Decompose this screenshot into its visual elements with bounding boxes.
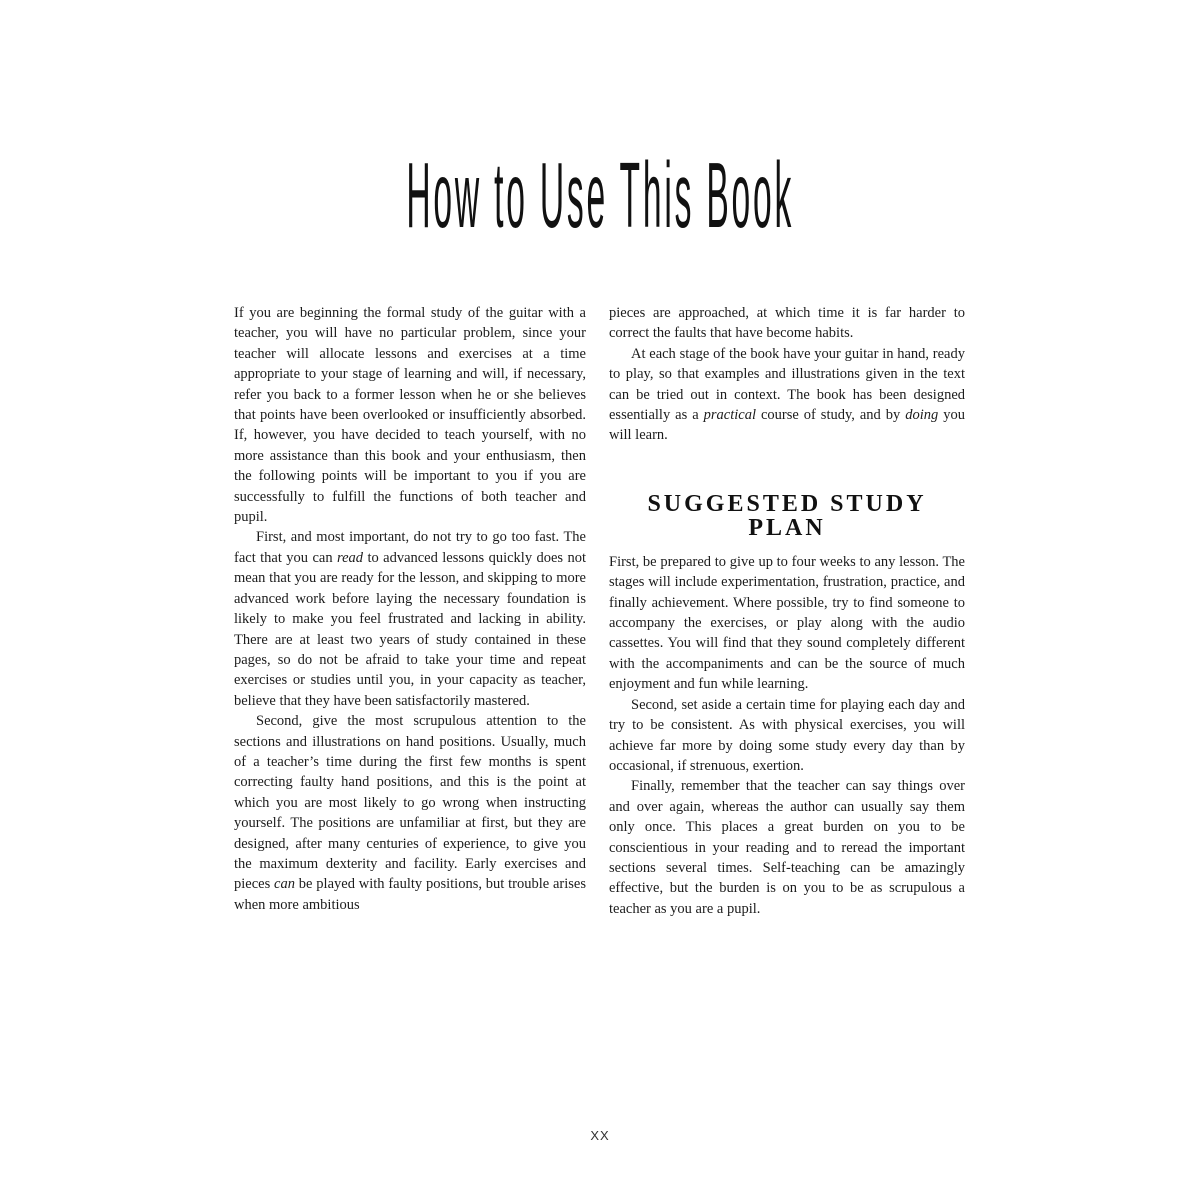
- section-heading: SUGGESTED STUDY PLAN: [647, 490, 927, 541]
- paragraph: If you are beginning the formal study of the guitar with a teacher, you will have no particular problem, since your teacher will allocate lessons and exercises at a time appropriate to your stage of learning and will, if necessary, refer you back to a former lesson when he or she believes that points have been overlooked or insufficiently absorbed. If, however, you have decided to teach yourself, with no more assistance than this book and your enthusiasm, then the following points will be important to you if you are successfully to fulfill the functions of both teacher and pupil.: [234, 305, 586, 526]
- paragraph: First, and most important, do not try to go too fast. The fact that you can read to advanced lessons quickly does not mean that you are ready for the lesson, and skipping to more advanced work before laying the necessary foundation is likely to make you feel frustrated and lacking in ability. There are at least two years of study contained in these pages, so do not be afraid to take your time and repeat exercises or studies until you, in your capacity as teacher, believe that they have been satisfactorily mastered.: [234, 529, 587, 709]
- paragraph: Finally, remember that the teacher can say things over and over again, whereas the author can usually say them only once. This places a great burden on you to be conscientious in your reading and to reread the important sections several times. Self-teaching can be amazingly effective, but the burden is on you to be as scrupulous a teacher as you are a pupil.: [609, 778, 965, 917]
- paragraph: Second, give the most scrupulous attention to the sections and illustrations on hand positions. Usually, much of a teacher’s time during the first few months is spent correcting faulty hand positions, and this is the point at which you are most likely to go wrong when instructing yourself. The positions are unfamiliar at first, but they are designed, after many centuries of experience, to give you the maximum dexterity and facility. Early exercises and pieces can be played with faulty positions, but trouble arises when more ambitious: [234, 713, 587, 913]
- emphasis-can: can: [274, 876, 295, 893]
- emphasis-read: read: [336, 549, 364, 566]
- page-title-block: [0, 146, 1200, 246]
- paragraph: Second, set aside a certain time for playing each day and try to be consistent. As with physical exercises, you will achieve far more by doing some study every day than by occasional, if strenuous, exertion.: [609, 696, 965, 774]
- right-column: [609, 303, 965, 919]
- emphasis-practical: practical: [703, 407, 756, 424]
- emphasis-doing: doing: [905, 407, 939, 424]
- page-number: XX: [590, 1128, 610, 1143]
- paragraph: At each stage of the book have your guitar in hand, ready to play, so that examples and illustrations given in the text can be tried out in context. The book has been designed essentially as a practical course of study, and by doing you will learn.: [609, 345, 965, 444]
- left-column: [234, 303, 586, 915]
- paragraph: pieces are approached, at which time it is far harder to correct the faults that have become habits.: [609, 305, 965, 342]
- paragraph: First, be prepared to give up to four weeks to any lesson. The stages will include experimentation, frustration, practice, and finally achievement. Where possible, try to find someone to accompany the exercises, or play along with the audio cassettes. You will find that they sound completely different with the accompaniments and can be the source of much enjoyment and fun while learning.: [609, 553, 965, 693]
- page-title: How to Use This Book: [406, 146, 794, 246]
